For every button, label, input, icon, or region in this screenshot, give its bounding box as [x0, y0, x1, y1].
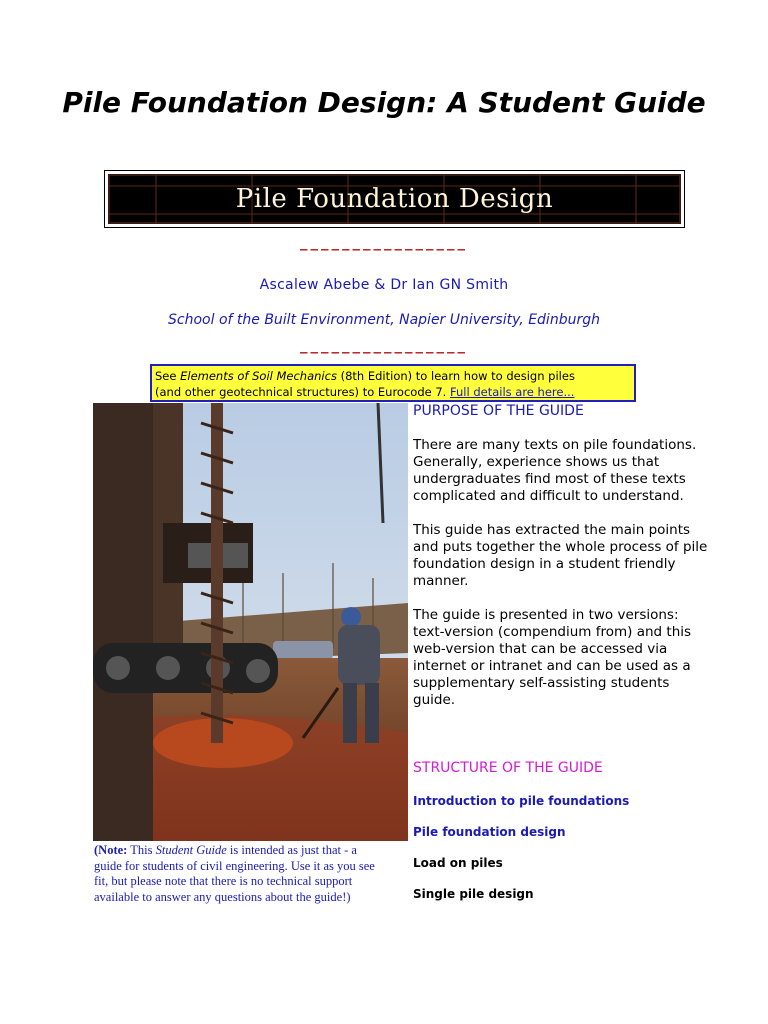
- notice-line2: (and other geotechnical structures) to Eurocode 7.: [155, 385, 447, 399]
- divider-top: ________________: [300, 233, 468, 251]
- purpose-heading: PURPOSE OF THE GUIDE: [413, 403, 584, 419]
- purpose-paragraph: There are many texts on pile foundations. Generally, experience shows us that undergraduates find most of these texts complicated and difficult to understand.: [413, 437, 697, 504]
- note-guide: Student Guide: [155, 843, 227, 857]
- link-introduction[interactable]: Introduction to pile foundations: [413, 794, 630, 808]
- notice-edition: (8th Edition) to learn how to design piles: [340, 369, 575, 383]
- structure-heading: STRUCTURE OF THE GUIDE: [413, 760, 603, 776]
- student-guide-note: [94, 843, 384, 905]
- link-single-pile-design[interactable]: Single pile design: [413, 887, 534, 901]
- structure-section: [413, 760, 713, 903]
- authors: Ascalew Abebe & Dr Ian GN Smith: [259, 277, 509, 293]
- link-load-on-piles[interactable]: Load on piles: [413, 856, 503, 870]
- banner-text: Pile Foundation Design: [235, 184, 554, 214]
- purpose-section: [413, 403, 713, 709]
- title-banner: [104, 170, 685, 228]
- full-details-link[interactable]: Full details are here...: [450, 385, 575, 399]
- affiliation: School of the Built Environment, Napier University, Edinburgh: [168, 312, 600, 328]
- notice-book-title: Elements of Soil Mechanics: [180, 369, 337, 383]
- pile-drilling-photo: [93, 403, 408, 841]
- note-this: This: [130, 843, 153, 857]
- link-pile-foundation-design[interactable]: Pile foundation design: [413, 825, 566, 839]
- purpose-paragraph: The guide is presented in two versions: text-version (compendium from) and this web-version that can be accessed via internet or intranet and can be used as a supplementary self-assisting students guide.: [413, 607, 692, 708]
- divider-bottom: ________________: [300, 336, 468, 354]
- purpose-paragraph: This guide has extracted the main points and puts together the whole process of pile foundation design in a student friendly manner.: [413, 522, 708, 589]
- book-notice-box: [150, 364, 636, 402]
- note-body: is intended as just that - a guide for students of civil engineering. Use it as you see fit, but please note that there is no technical support available to answer any questions about the guide!): [94, 843, 375, 904]
- note-label: (Note:: [94, 843, 128, 857]
- page-title: Pile Foundation Design: A Student Guide: [62, 86, 706, 119]
- notice-see: See: [155, 369, 177, 383]
